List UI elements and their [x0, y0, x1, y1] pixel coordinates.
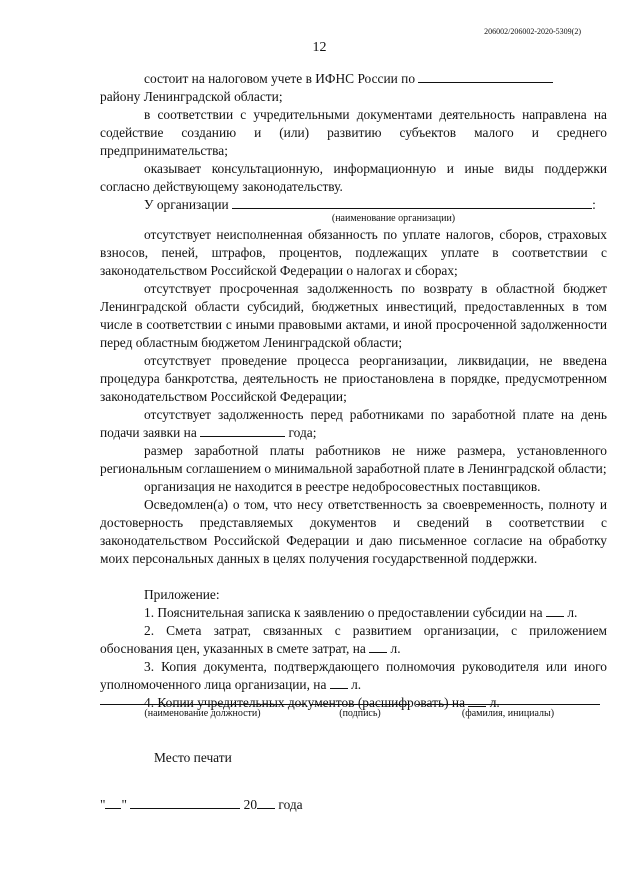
condition-not-in-registry: организация не находится в реестре недобросовестных поставщиков.: [144, 479, 541, 494]
paragraph-charter: в соответствии с учредительными документами деятельность направлена на содействие созданию и (или) развитию субъектов малого и среднего предпринимательства;: [100, 107, 607, 158]
attachment-item-3: 3. Копия документа, подтверждающего полномочия руководителя или иного уполномоченного лица организации, на л.: [100, 659, 607, 692]
date-line: " " 20 года: [100, 797, 303, 812]
caption-name: (фамилия, инициалы): [461, 708, 555, 719]
condition-no-budget-debt: отсутствует просроченная задолженность по возврату в областной бюджет Ленинградской области субсидий, бюджетных инвестиций, предоставленных в том числе в соответствии с иными правовыми актами, и иной просроченной задолженности перед областным бюджетом Ленинградской области;: [100, 281, 607, 350]
paragraph-organization: У организации :: [144, 197, 596, 212]
condition-min-wage: размер заработной платы работников не ниже размера, установленного региональным соглашением о минимальной заработной плате в Ленинградской области;: [100, 443, 607, 476]
attachment-item-1: 1. Пояснительная записка к заявлению о предоставлении субсидии на л.: [144, 605, 578, 620]
paragraph-district: району Ленинградской области;: [100, 89, 283, 104]
attachments-title: Приложение:: [144, 587, 220, 602]
document-id: 206002/206002-2020-5309(2): [484, 27, 581, 36]
condition-no-reorganization: отсутствует проведение процесса реорганизации, ликвидации, не введена процедура банкротства, деятельность не приостановлена в порядке, предусмотренном законодательством Российской Федерации;: [100, 353, 607, 404]
paragraph-consent: Осведомлен(а) о том, что несу ответственность за своевременность, полноту и достоверность представляемых документов и сведений в соответствии с законодательством Российской Федерации и даю письменное согласие на обработку моих персональных данных в целях получения государственной поддержки.: [100, 497, 607, 566]
stamp-place: Место печати: [154, 750, 232, 765]
blank-field-organization: [232, 196, 592, 209]
blank-field-ifns: [418, 70, 553, 83]
caption-position: (наименование должности): [144, 708, 261, 719]
signature-line-name: [416, 704, 600, 705]
condition-no-tax-debt: отсутствует неисполненная обязанность по уплате налогов, сборов, страховых взносов, пеней, штрафов, процентов, подлежащих уплате в соответствии с законодательством Российской Федерации о налогах и сборах;: [100, 227, 607, 278]
paragraph-tax-registration: состоит на налоговом учете в ИФНС России по: [100, 70, 607, 88]
signature-line-sign: [310, 704, 410, 705]
blank-field-date: [200, 424, 285, 437]
paragraph-support: оказывает консультационную, информационную и иные виды поддержки согласно действующему законодательству.: [100, 161, 607, 194]
document-body: [100, 70, 607, 712]
blank-field-month: [130, 796, 240, 809]
caption-signature: (подпись): [339, 708, 381, 719]
attachment-item-4: 4. Копии учредительных документов (расшифровать) на л.: [144, 695, 500, 710]
page-number: 12: [312, 40, 327, 55]
caption-organization: (наименование организации): [331, 213, 456, 224]
signature-line-position: [100, 704, 305, 705]
signature-block: [100, 696, 600, 726]
condition-no-salary-debt: отсутствует задолженность перед работниками по заработной плате на день подачи заявки на года;: [100, 407, 607, 440]
attachment-item-2: 2. Смета затрат, связанных с развитием организации, с приложением обоснования цен, указанных в смете затрат, на л.: [100, 623, 607, 656]
